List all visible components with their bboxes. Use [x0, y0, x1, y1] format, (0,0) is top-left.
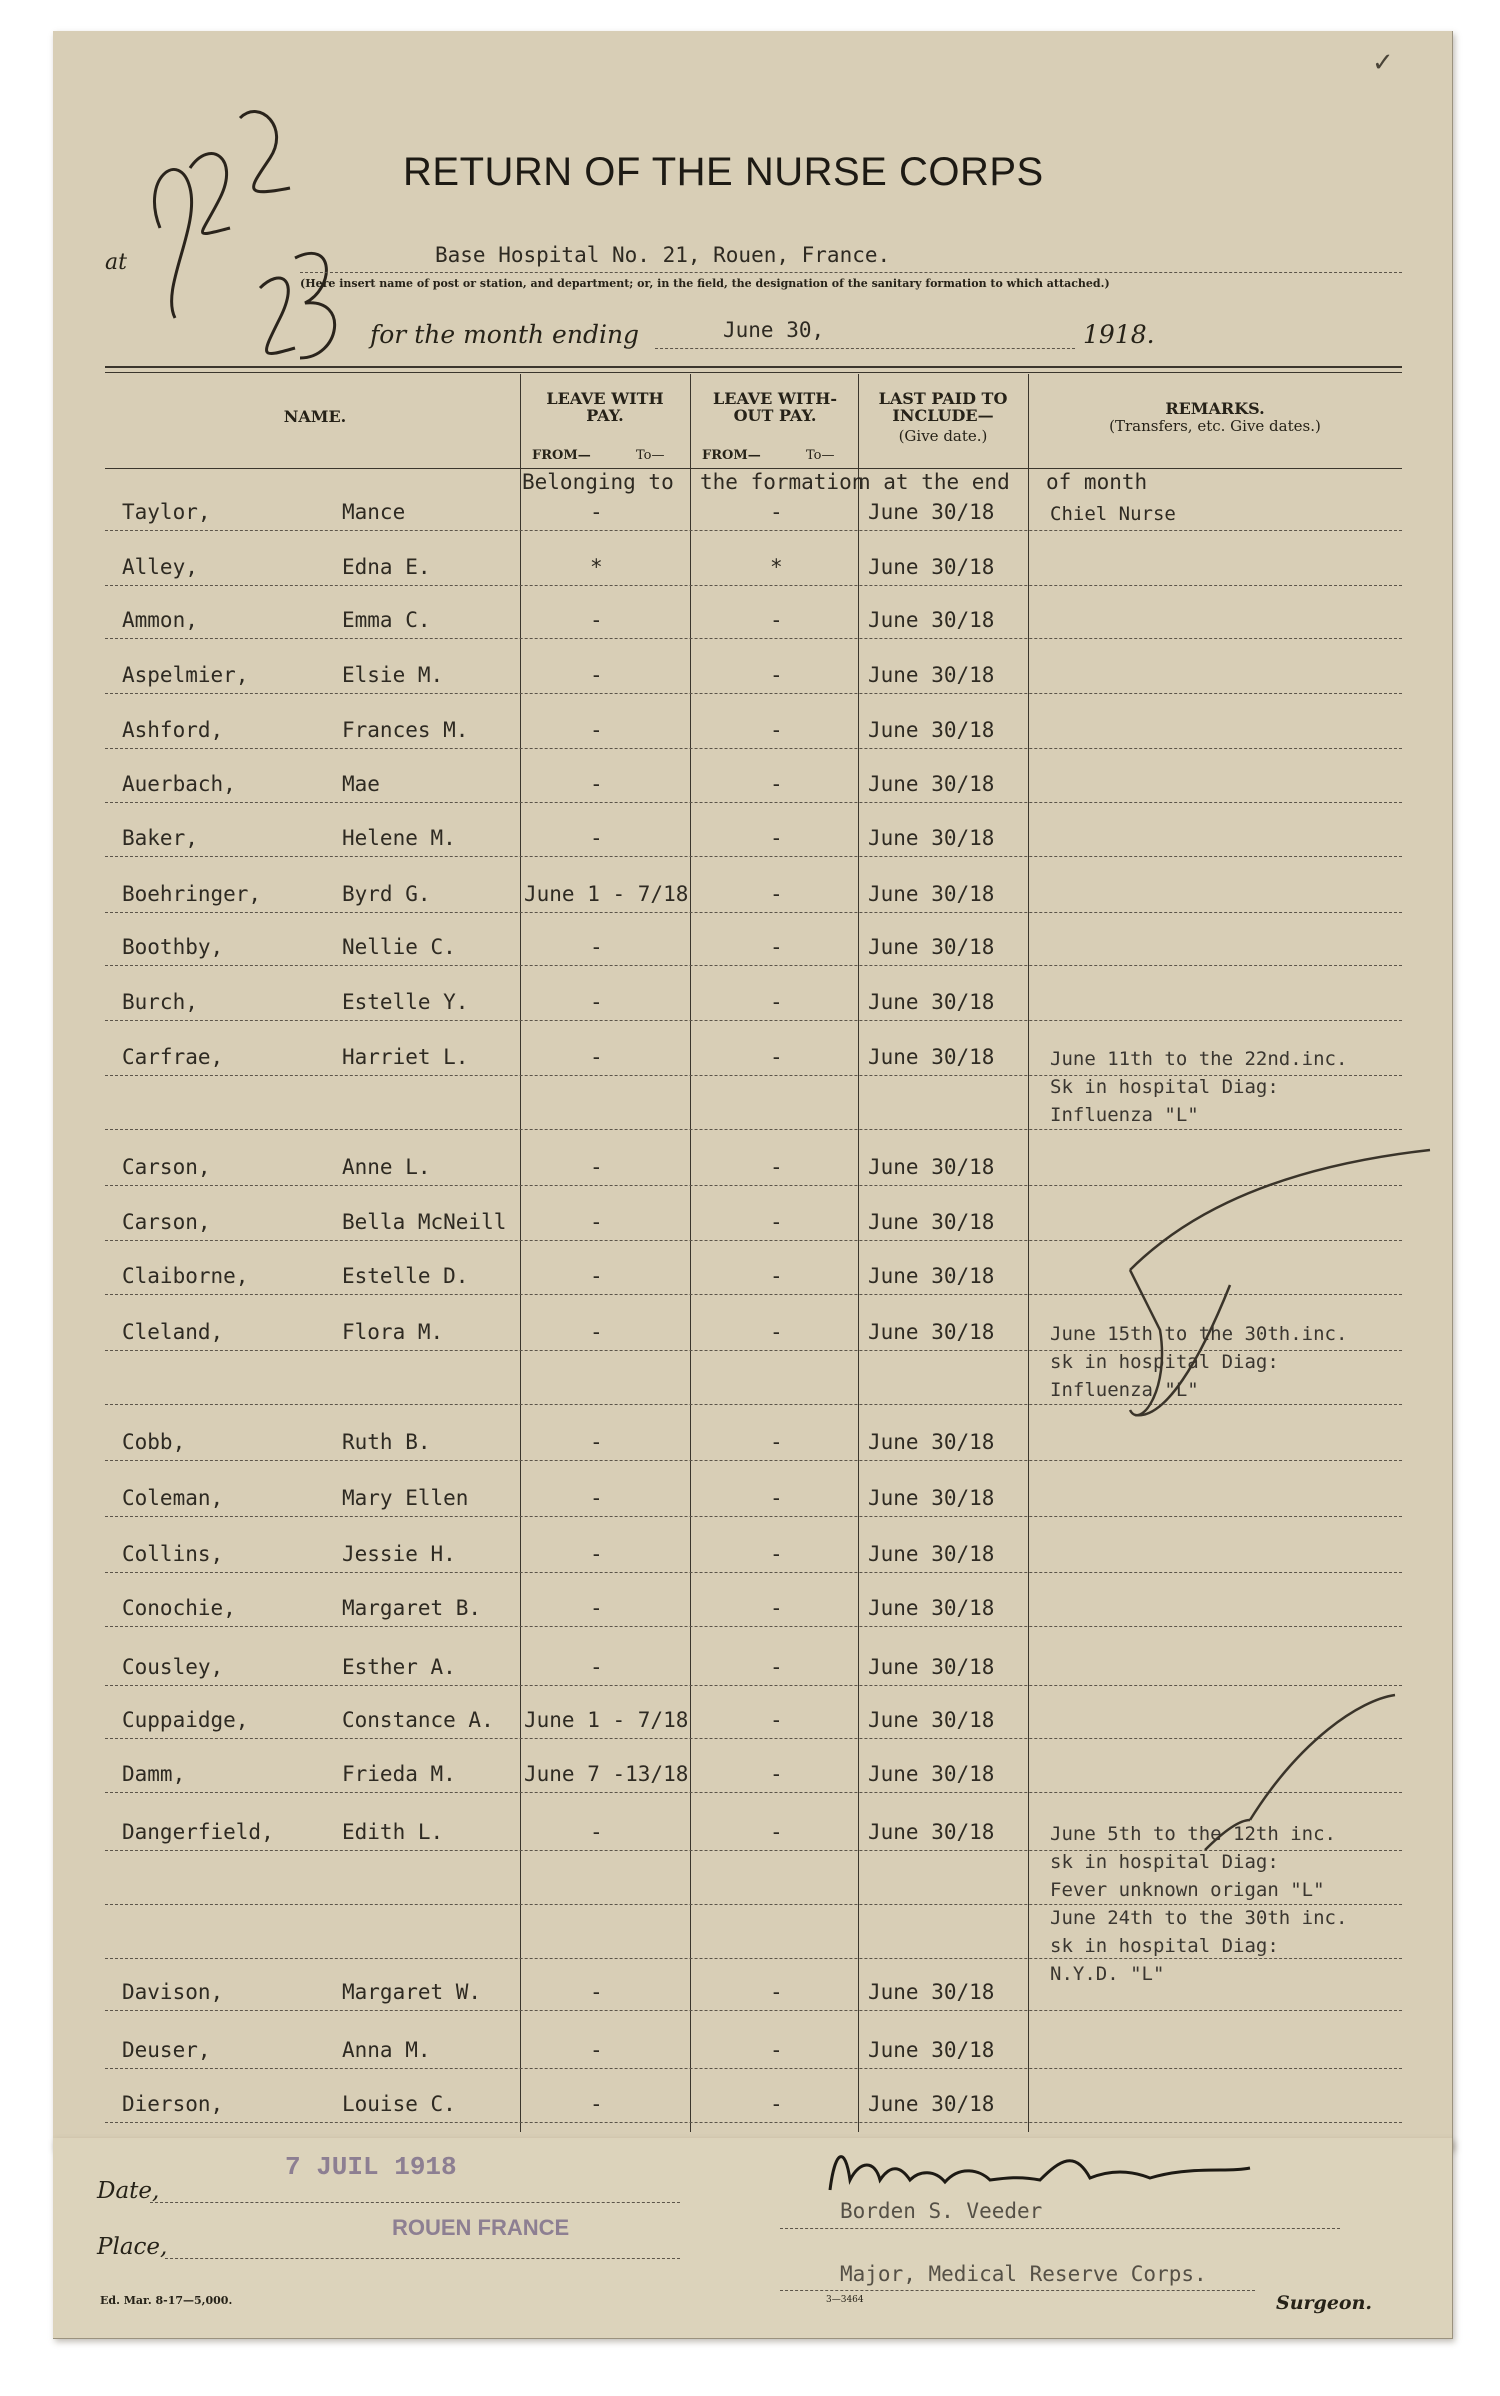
nurse-last-name: Boehringer,	[122, 882, 262, 906]
leave-with-pay-value: -	[590, 1045, 603, 1069]
month-label: for the month ending	[370, 320, 640, 349]
last-paid-value: June 30/18	[868, 500, 995, 524]
leave-with-pay-value: -	[590, 990, 603, 1014]
nurse-first-name: Jessie H.	[342, 1542, 456, 1566]
nurse-first-name: Emma C.	[342, 608, 431, 632]
nurse-last-name: Coleman,	[122, 1486, 224, 1510]
station-instructions: (Here insert name of post or station, and department; or, in the field, the designation of the sanitary formation to which attached.)	[300, 277, 1110, 290]
nurse-first-name: Mary Ellen	[342, 1486, 469, 1510]
leave-without-pay-value: -	[770, 826, 783, 850]
nurse-last-name: Ashford,	[122, 718, 224, 742]
signature	[820, 2140, 1260, 2200]
leave-with-pay-value: -	[590, 2038, 603, 2062]
nurse-last-name: Ammon,	[122, 608, 198, 632]
station-value: Base Hospital No. 21, Rouen, France.	[435, 243, 891, 267]
leave-with-pay-value: -	[590, 1155, 603, 1179]
nurse-last-name: Damm,	[122, 1762, 186, 1786]
nurse-first-name: Margaret W.	[342, 1980, 482, 2004]
last-paid-value: June 30/18	[868, 2038, 995, 2062]
leave-without-pay-value: -	[770, 500, 783, 524]
header-leave-with-pay: LEAVE WITH PAY.	[546, 389, 664, 425]
nurse-last-name: Cousley,	[122, 1655, 224, 1679]
nurse-first-name: Mance	[342, 500, 406, 524]
last-paid-value: June 30/18	[868, 826, 995, 850]
nurse-last-name: Conochie,	[122, 1596, 236, 1620]
nurse-first-name: Bella McNeill	[342, 1210, 507, 1234]
leave-without-pay-value: -	[770, 718, 783, 742]
last-paid-value: June 30/18	[868, 718, 995, 742]
leave-with-pay-value: -	[590, 663, 603, 687]
remarks-line: Influenza "L"	[1050, 1104, 1199, 1126]
remarks-line: sk in hospital Diag:	[1050, 1351, 1279, 1373]
header-name: NAME.	[283, 407, 347, 426]
nurse-last-name: Boothby,	[122, 935, 224, 959]
leave-with-pay-value: -	[590, 500, 603, 524]
nurse-first-name: Edith L.	[342, 1820, 444, 1844]
nurse-last-name: Claiborne,	[122, 1264, 249, 1288]
leave-without-pay-value: -	[770, 1320, 783, 1344]
leave-without-pay-value: -	[770, 1596, 783, 1620]
nurse-last-name: Burch,	[122, 990, 198, 1014]
header-last-paid: LAST PAID TO INCLUDE—	[878, 389, 1008, 425]
nurse-first-name: Harriet L.	[342, 1045, 469, 1069]
leave-without-pay-value: -	[770, 1542, 783, 1566]
remarks-line: Chiel Nurse	[1050, 503, 1176, 525]
leave-without-pay-value: -	[770, 882, 783, 906]
nurse-first-name: Louise C.	[342, 2092, 456, 2116]
leave-with-pay-value: -	[590, 772, 603, 796]
lwop-to: To—	[806, 448, 835, 463]
edition-note: Ed. Mar. 8-17—5,000.	[100, 2294, 233, 2307]
nurse-last-name: Auerbach,	[122, 772, 236, 796]
nurse-last-name: Cleland,	[122, 1320, 224, 1344]
leave-without-pay-value: -	[770, 772, 783, 796]
date-label: Date,	[97, 2178, 160, 2204]
leave-without-pay-value: -	[770, 1980, 783, 2004]
last-paid-value: June 30/18	[868, 1264, 995, 1288]
form-title: RETURN OF THE NURSE CORPS	[403, 150, 1044, 194]
nurse-first-name: Byrd G.	[342, 882, 431, 906]
remarks-line: Influenza "L"	[1050, 1379, 1199, 1401]
leave-with-pay-value: -	[590, 1820, 603, 1844]
nurse-last-name: Davison,	[122, 1980, 224, 2004]
corner-check-mark: ✓	[1372, 48, 1394, 78]
month-value: June 30,	[723, 318, 825, 342]
leave-with-pay-value: -	[590, 718, 603, 742]
leave-without-pay-value: -	[770, 935, 783, 959]
date-stamp: 7 JUIL 1918	[285, 2152, 457, 2182]
nurse-first-name: Frieda M.	[342, 1762, 456, 1786]
header-leave-without-pay: LEAVE WITH- OUT PAY.	[713, 389, 837, 425]
leave-without-pay-value: -	[770, 1655, 783, 1679]
handwritten-notation	[120, 58, 360, 378]
last-paid-value: June 30/18	[868, 1430, 995, 1454]
nurse-first-name: Frances M.	[342, 718, 469, 742]
leave-without-pay-value: -	[770, 1210, 783, 1234]
last-paid-value: June 30/18	[868, 1708, 995, 1732]
last-paid-value: June 30/18	[868, 1320, 995, 1344]
nurse-first-name: Estelle D.	[342, 1264, 469, 1288]
remarks-line: June 5th to the 12th inc.	[1050, 1823, 1336, 1845]
nurse-first-name: Edna E.	[342, 555, 431, 579]
lwp-to: To—	[636, 448, 665, 463]
nurse-last-name: Carfrae,	[122, 1045, 224, 1069]
remarks-line: sk in hospital Diag:	[1050, 1851, 1279, 1873]
nurse-last-name: Dangerfield,	[122, 1820, 274, 1844]
last-paid-value: June 30/18	[868, 1155, 995, 1179]
leave-with-pay-value: June 1 - 7/18	[524, 882, 689, 906]
surgeon-label: Surgeon.	[1276, 2292, 1373, 2314]
last-paid-value: June 30/18	[868, 1596, 995, 1620]
nurse-first-name: Elsie M.	[342, 663, 444, 687]
section-note-1: Belonging to	[522, 470, 674, 494]
header-remarks: REMARKS.	[1165, 399, 1265, 418]
last-paid-value: June 30/18	[868, 1980, 995, 2004]
last-paid-value: June 30/18	[868, 935, 995, 959]
nurse-last-name: Collins,	[122, 1542, 224, 1566]
leave-with-pay-value: -	[590, 1210, 603, 1234]
lwp-from: FROM—	[532, 448, 591, 463]
leave-with-pay-value: -	[590, 1655, 603, 1679]
leave-without-pay-value: -	[770, 1708, 783, 1732]
leave-with-pay-value: -	[590, 1264, 603, 1288]
check-mark-strokes	[1000, 1130, 1450, 1930]
nurse-first-name: Ruth B.	[342, 1430, 431, 1454]
leave-without-pay-value: -	[770, 1820, 783, 1844]
nurse-first-name: Nellie C.	[342, 935, 456, 959]
remarks-line: June 11th to the 22nd.inc.	[1050, 1048, 1348, 1070]
leave-with-pay-value: -	[590, 1430, 603, 1454]
last-paid-value: June 30/18	[868, 882, 995, 906]
remarks-line: Fever unknown origan "L"	[1050, 1879, 1325, 1901]
last-paid-value: June 30/18	[868, 990, 995, 1014]
last-paid-value: June 30/18	[868, 1655, 995, 1679]
leave-without-pay-value: -	[770, 2092, 783, 2116]
leave-without-pay-value: -	[770, 990, 783, 1014]
leave-with-pay-value: June 1 - 7/18	[524, 1708, 689, 1732]
nurse-last-name: Cuppaidge,	[122, 1708, 249, 1732]
nurse-first-name: Helene M.	[342, 826, 456, 850]
signer-name: Borden S. Veeder	[840, 2199, 1043, 2223]
signer-rank: Major, Medical Reserve Corps.	[840, 2262, 1207, 2286]
leave-without-pay-value: -	[770, 1762, 783, 1786]
last-paid-value: June 30/18	[868, 2092, 995, 2116]
year-value: 1918.	[1083, 320, 1155, 349]
last-paid-value: June 30/18	[868, 1210, 995, 1234]
nurse-last-name: Carson,	[122, 1155, 211, 1179]
leave-with-pay-value: -	[590, 608, 603, 632]
last-paid-value: June 30/18	[868, 555, 995, 579]
nurse-first-name: Margaret B.	[342, 1596, 482, 1620]
header-last-paid-note: (Give date.)	[898, 427, 988, 445]
last-paid-value: June 30/18	[868, 772, 995, 796]
nurse-first-name: Flora M.	[342, 1320, 444, 1344]
remarks-line: June 15th to the 30th.inc.	[1050, 1323, 1348, 1345]
last-paid-value: June 30/18	[868, 1542, 995, 1566]
nurse-last-name: Aspelmier,	[122, 663, 249, 687]
leave-without-pay-value: -	[770, 1264, 783, 1288]
leave-with-pay-value: -	[590, 826, 603, 850]
header-remarks-note: (Transfers, etc. Give dates.)	[1109, 417, 1321, 435]
leave-without-pay-value: -	[770, 1045, 783, 1069]
section-note-3: n at the end	[858, 470, 1010, 494]
remarks-line: Sk in hospital Diag:	[1050, 1076, 1279, 1098]
nurse-last-name: Deuser,	[122, 2038, 211, 2062]
last-paid-value: June 30/18	[868, 608, 995, 632]
leave-with-pay-value: -	[590, 1320, 603, 1344]
last-paid-value: June 30/18	[868, 1820, 995, 1844]
leave-with-pay-value: -	[590, 935, 603, 959]
leave-with-pay-value: *	[590, 555, 603, 579]
last-paid-value: June 30/18	[868, 663, 995, 687]
leave-with-pay-value: -	[590, 1596, 603, 1620]
leave-without-pay-value: *	[770, 555, 783, 579]
nurse-last-name: Baker,	[122, 826, 198, 850]
place-label: Place,	[97, 2234, 168, 2260]
nurse-first-name: Mae	[342, 772, 380, 796]
last-paid-value: June 30/18	[868, 1486, 995, 1510]
leave-without-pay-value: -	[770, 663, 783, 687]
remarks-line: sk in hospital Diag:	[1050, 1935, 1279, 1957]
nurse-last-name: Dierson,	[122, 2092, 224, 2116]
nurse-first-name: Estelle Y.	[342, 990, 469, 1014]
nurse-first-name: Anna M.	[342, 2038, 431, 2062]
nurse-first-name: Esther A.	[342, 1655, 456, 1679]
last-paid-value: June 30/18	[868, 1762, 995, 1786]
form-number: 3—3464	[826, 2295, 864, 2305]
nurse-first-name: Constance A.	[342, 1708, 494, 1732]
nurse-last-name: Taylor,	[122, 500, 211, 524]
nurse-last-name: Alley,	[122, 555, 198, 579]
leave-with-pay-value: -	[590, 1980, 603, 2004]
at-label: at	[105, 250, 127, 275]
lwop-from: FROM—	[702, 448, 761, 463]
leave-without-pay-value: -	[770, 608, 783, 632]
nurse-last-name: Cobb,	[122, 1430, 186, 1454]
last-paid-value: June 30/18	[868, 1045, 995, 1069]
nurse-last-name: Carson,	[122, 1210, 211, 1234]
leave-with-pay-value: -	[590, 1542, 603, 1566]
section-note-4: of month	[1046, 470, 1148, 494]
leave-without-pay-value: -	[770, 1486, 783, 1510]
remarks-line: N.Y.D. "L"	[1050, 1963, 1165, 1985]
leave-with-pay-value: -	[590, 2092, 603, 2116]
leave-without-pay-value: -	[770, 1430, 783, 1454]
remarks-line: June 24th to the 30th inc.	[1050, 1907, 1348, 1929]
leave-without-pay-value: -	[770, 1155, 783, 1179]
leave-without-pay-value: -	[770, 2038, 783, 2062]
place-stamp: ROUEN FRANCE	[392, 2215, 570, 2240]
section-note-2: the formation	[700, 470, 865, 494]
nurse-first-name: Anne L.	[342, 1155, 431, 1179]
leave-with-pay-value: -	[590, 1486, 603, 1510]
leave-with-pay-value: June 7 -13/18	[524, 1762, 689, 1786]
